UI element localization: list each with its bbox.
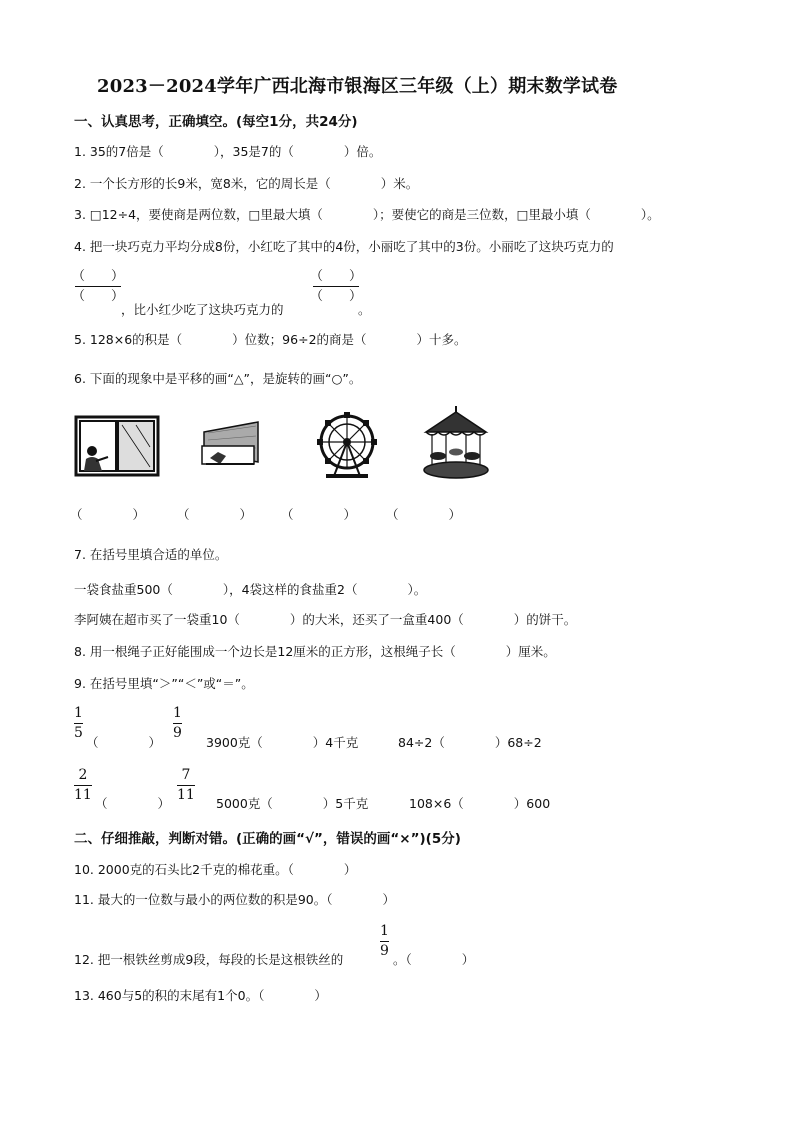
question-9: 9. 在括号里填“＞”“＜”或“＝”。 [74,676,254,691]
fraction-bar [380,941,389,942]
q6-answer-4[interactable]: （ ） [386,507,462,522]
question-7-line2: 李阿姨在超市买了一袋重10（ ）的大米，还买了一盒重400（ ）的饼干。 [74,612,577,627]
fraction-numerator: 1 [380,923,389,939]
question-13: 13. 460与5的积的末尾有1个0。（ ） [74,988,327,1003]
question-3: 3. □12÷4，要使商是两位数，□里最大填（ ）；要使它的商是三位数，□里最小填（ ）。 [74,207,660,222]
section-2-heading: 二、仔细推敲，判断对错。(正确的画“√”，错误的画“×”)(5分) [74,831,461,847]
fraction-denominator: 11 [177,787,195,803]
fraction-bar [313,286,359,287]
q4-fraction-2[interactable] [310,268,362,305]
question-1: 1. 35的7倍是（ ），35是7的（ ）倍。 [74,144,382,159]
page-title: 2023－2024学年广西北海市银海区三年级（上）期末数学试卷 [97,76,618,97]
question-4-middle: ，比小红少吃了这块巧克力的 [121,302,284,317]
question-2: 2. 一个长方形的长9米，宽8米，它的周长是（ ）米。 [74,176,419,191]
question-7-line1: 一袋食盐重500（ ），4袋这样的食盐重2（ ）。 [74,582,427,597]
fraction-denominator: 9 [380,943,389,959]
section-1-heading: 一、认真思考，正确填空。(每空1分，共24分) [74,114,358,130]
q9-r2-fraction-2 [177,768,195,803]
q9-r1-blank-1[interactable]: （ ） [86,735,162,750]
q9-r2-item-3: 108×6（ ）600 [409,796,551,811]
fraction-bar [177,785,195,786]
fraction-numerator: 1 [74,705,83,721]
fraction-numerator: 7 [181,767,191,783]
q9-r1-item-2: 3900克（ ）4千克 [206,735,359,750]
q9-r1-fraction-2 [173,706,182,741]
q4-fraction-2-denominator: （ ） [310,289,363,304]
question-10: 10. 2000克的石头比2千克的棉花重。（ ） [74,862,357,877]
question-5: 5. 128×6的积是（ ）位数；96÷2的商是（ ）十多。 [74,332,467,347]
carousel-icon [420,404,492,480]
ferris-wheel-icon [312,410,382,480]
q9-r1-fraction-1 [74,706,83,741]
q6-answer-2[interactable]: （ ） [177,507,253,522]
question-12-suffix: 。（ ） [393,952,475,967]
q9-r2-blank-1[interactable]: （ ） [95,796,171,811]
question-12-prefix: 12. 把一根铁丝剪成9段，每段的长是这根铁丝的 [74,952,344,967]
fraction-numerator: 2 [78,767,88,783]
fraction-denominator: 5 [74,725,83,741]
fraction-numerator: 1 [173,705,182,721]
question-11: 11. 最大的一位数与最小的两位数的积是90。（ ） [74,892,396,907]
q4-fraction-1[interactable] [72,268,124,305]
fraction-bar [74,785,92,786]
q4-fraction-2-numerator: （ ） [310,269,363,284]
question-4-line1: 4. 把一块巧克力平均分成8份，小红吃了其中的4份，小丽吃了其中的3份。小丽吃了这块巧克力的 [74,239,614,254]
window-sliding-icon [74,415,160,477]
fraction-denominator: 11 [74,787,92,803]
fraction-denominator: 9 [173,725,182,741]
question-6: 6. 下面的现象中是平移的画“△”，是旋转的画“○”。 [74,371,362,386]
question-8: 8. 用一根绳子正好能围成一个边长是12厘米的正方形，这根绳子长（ ）厘米。 [74,644,556,659]
fraction-bar [173,723,182,724]
question-4-end: 。 [358,302,371,317]
q9-r1-item-3: 84÷2（ ）68÷2 [398,735,542,750]
q4-fraction-1-denominator: （ ） [72,289,125,304]
q9-r2-fraction-1 [74,768,92,803]
q4-fraction-1-numerator: （ ） [72,269,125,284]
fraction-bar [75,286,121,287]
question-7: 7. 在括号里填合适的单位。 [74,547,228,562]
fraction-bar [74,723,83,724]
q6-answer-1[interactable]: （ ） [70,507,146,522]
q12-fraction [380,924,389,959]
q9-r2-item-2: 5000克（ ）5千克 [216,796,369,811]
q6-answer-3[interactable]: （ ） [281,507,357,522]
drawer-icon [198,418,262,474]
